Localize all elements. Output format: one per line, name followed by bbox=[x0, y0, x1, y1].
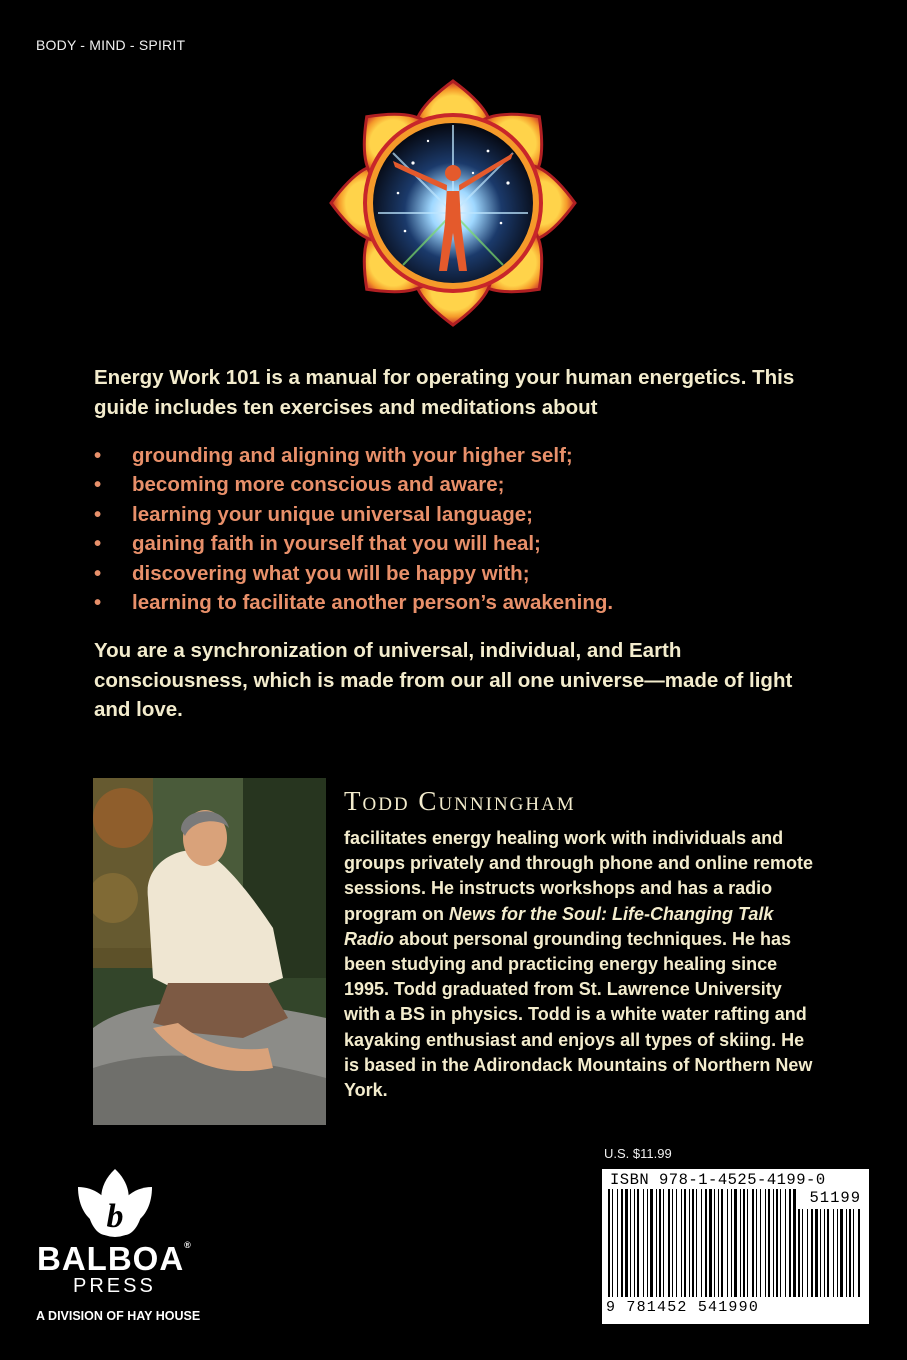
barcode-number: 9 781452 541990 bbox=[606, 1299, 760, 1316]
bullet-icon: • bbox=[94, 473, 102, 497]
isbn-barcode bbox=[602, 1169, 869, 1324]
price-barcode-bars-icon bbox=[798, 1209, 862, 1299]
bullet-icon: • bbox=[94, 591, 102, 615]
barcode-bars-icon bbox=[608, 1189, 798, 1301]
topic-list bbox=[94, 441, 824, 617]
category-label: BODY - MIND - SPIRIT bbox=[36, 37, 186, 53]
radio-show-title: News for the Soul: Life-Changing Talk Radio bbox=[344, 903, 774, 949]
bullet-icon: • bbox=[94, 561, 102, 585]
author-name: Todd Cunningham bbox=[344, 786, 576, 816]
bullet-icon: • bbox=[94, 532, 102, 556]
list-item: • discovering what you will be happy with; bbox=[94, 559, 824, 588]
publisher-sub: PRESS bbox=[73, 1275, 156, 1297]
bullet-icon: • bbox=[94, 502, 102, 526]
registered-mark: ® bbox=[184, 1240, 192, 1250]
bullet-icon: • bbox=[94, 444, 102, 467]
author-bio: facilitates energy healing work with individuals and groups privately and through phone and online remote sessions. He instructs workshops and has a radio program on News for the Soul: Life-Changing Talk Radio about personal grounding techniques. He has been studying and practicing energy healing since 1995. Todd graduated from St. Lawrence University with a BS in physics. Todd is a white water rafting and kayaking enthusiast and enjoys all types of skiing. He is based in the Adirondack Mountains of Northern New York. bbox=[344, 828, 814, 1101]
intro-paragraph: Energy Work 101 is a manual for operating your human energetics. This guide includes ten exercises and meditations about bbox=[94, 366, 795, 419]
balboa-lotus-logo-icon bbox=[68, 1165, 162, 1243]
summary-paragraph: You are a synchronization of universal, individual, and Earth consciousness, which is made from our all one universe—made of light and love. bbox=[94, 639, 793, 721]
publisher-division: A DIVISION OF HAY HOUSE bbox=[36, 1309, 201, 1323]
list-item: • learning to facilitate another person’s awakening. bbox=[94, 588, 824, 617]
list-item: • grounding and aligning with your higher self; bbox=[94, 441, 824, 470]
price-code: 51199 bbox=[809, 1189, 861, 1207]
price-label: U.S. $11.99 bbox=[604, 1146, 672, 1161]
list-item: • becoming more conscious and aware; bbox=[94, 470, 824, 499]
isbn-label: ISBN 978-1-4525-4199-0 bbox=[610, 1171, 826, 1189]
list-item: • learning your unique universal language; bbox=[94, 500, 824, 529]
lotus-petals bbox=[331, 81, 575, 325]
list-item: • gaining faith in yourself that you will heal; bbox=[94, 529, 824, 558]
logo-letter: b bbox=[106, 1198, 124, 1235]
lotus-emblem bbox=[326, 78, 580, 328]
author-photo bbox=[93, 778, 326, 1125]
publisher-name: BALBOA® bbox=[37, 1240, 192, 1277]
